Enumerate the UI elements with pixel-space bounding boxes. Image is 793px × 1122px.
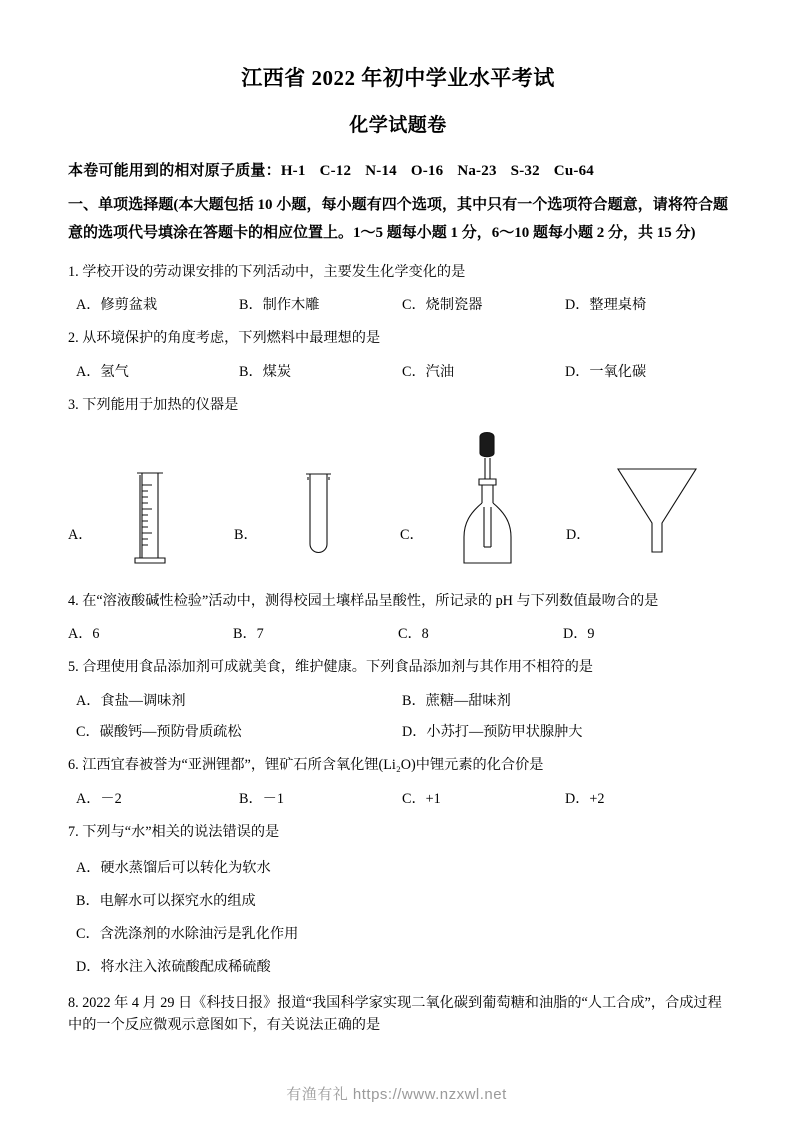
question-7-option-a[interactable]: A．硬水蒸馏后可以转化为软水 [76,859,271,876]
dropper-bottle-icon [422,427,562,577]
question-3-option-c[interactable] [400,427,570,577]
atomic-mass-4: Na-23 [457,163,497,179]
question-3-option-b[interactable] [234,427,404,577]
question-5-options-row1 [68,690,728,710]
question-4-stem: 4. 在“溶液酸碱性检验”活动中，测得校园土壤样品呈酸性，所记录的 pH 与下列数值最吻合的是 [68,592,659,609]
question-6-option-c[interactable]: C．+1 [402,790,441,807]
question-3-option-d-label: D． [566,526,591,543]
question-5-option-d[interactable]: D．小苏打—预防甲状腺肿大 [402,724,583,741]
question-7-option-d[interactable]: D．将水注入浓硫酸配成稀硫酸 [76,958,271,975]
funnel-icon [588,427,728,577]
question-2-option-c[interactable]: C．汽油 [402,363,455,380]
question-1-option-c[interactable]: C．烧制瓷器 [402,297,483,314]
question-6-stem: 6. 江西宜春被誉为“亚洲锂都”，锂矿石所含氧化锂(Li₂O)中锂元素的化合价是 [68,757,544,774]
question-5-option-c[interactable]: C．碳酸钙—预防骨质疏松 [76,724,242,741]
question-1-option-d[interactable]: D．整理桌椅 [565,297,647,314]
question-6-option-b[interactable]: B．－1 [239,790,284,807]
question-3-option-a[interactable] [68,427,238,577]
question-1-stem: 1. 学校开设的劳动课安排的下列活动中，主要发生化学变化的是 [68,263,466,280]
question-2-option-b[interactable]: B．煤炭 [239,363,292,380]
question-4-options [68,623,728,643]
question-2-stem: 2. 从环境保护的角度考虑，下列燃料中最理想的是 [68,330,381,347]
page-content [68,0,728,1037]
question-8-stem: 8. 2022 年 4 月 29 日《科技日报》报道“我国科学家实现二氧化碳到葡萄糖和油脂的“人工合成”，合成过程中的一个反应微观示意图如下，有关说法正确的是 [68,994,722,1034]
question-3-option-a-label: A． [68,526,93,543]
question-2-option-d[interactable]: D．一氧化碳 [565,363,647,380]
atomic-mass-label: 本卷可能用到的相对原子质量： [68,163,281,179]
question-5-options-row2 [68,721,728,741]
question-7-option-c[interactable]: C．含洗涤剂的水除油污是乳化作用 [76,925,299,942]
watermark: 有渔有礼 https://www.nzxwl.net [286,1086,507,1103]
question-5-option-a[interactable]: A．食盐—调味剂 [76,693,186,710]
question-1-options [68,294,728,314]
atomic-mass-6: Cu-64 [553,163,594,179]
atomic-mass-3: O-16 [410,163,444,179]
question-3-option-b-label: B． [234,526,258,543]
question-7-stem: 7. 下列与“水”相关的说法错误的是 [68,823,280,840]
question-4-option-c[interactable]: C．8 [398,626,429,643]
question-7-options [68,857,728,976]
question-5-stem: 5. 合理使用食品添加剂可成就美食，维护健康。下列食品添加剂与其作用不相符的是 [68,659,593,676]
question-2-option-a[interactable]: A．氢气 [76,363,129,380]
question-2-options [68,361,728,381]
question-3-option-c-label: C． [400,526,424,543]
question-1-option-a[interactable]: A．修剪盆栽 [76,297,158,314]
atomic-mass-line [68,159,728,180]
question-3-apparatus-row [68,427,728,577]
section-1-heading: 一、单项选择题(本大题包括 10 小题，每小题有四个选项，其中只有一个选项符合题意，请将符合题意的选项代号填涂在答题卡的相应位置上。1～5 题每小题 1 分，6～10 题每小题 2 分，共 15 分) [68,197,728,241]
question-4-option-d[interactable]: D．9 [563,626,595,643]
question-6-options [68,788,728,808]
question-4-option-b[interactable]: B．7 [233,626,264,643]
atomic-mass-1: C-12 [319,163,352,179]
question-3-option-d[interactable] [566,427,736,577]
page-title: 江西省 2022 年初中学业水平考试 [241,66,555,90]
test-tube-icon [256,427,396,577]
question-3-stem: 3. 下列能用于加热的仪器是 [68,396,239,413]
question-1-option-b[interactable]: B．制作木雕 [239,297,320,314]
question-7-option-b[interactable]: B．电解水可以探究水的组成 [76,892,256,909]
graduated-cylinder-icon [90,427,230,577]
atomic-mass-0: H-1 [280,163,306,179]
question-4-option-a[interactable]: A．6 [68,626,100,643]
atomic-mass-5: S-32 [510,163,540,179]
question-6-option-d[interactable]: D．+2 [565,790,605,807]
question-6-option-a[interactable]: A．－2 [76,790,122,807]
question-5-option-b[interactable]: B．蔗糖—甜味剂 [402,693,511,710]
page-subtitle: 化学试题卷 [349,115,447,136]
atomic-mass-2: N-14 [365,163,397,179]
